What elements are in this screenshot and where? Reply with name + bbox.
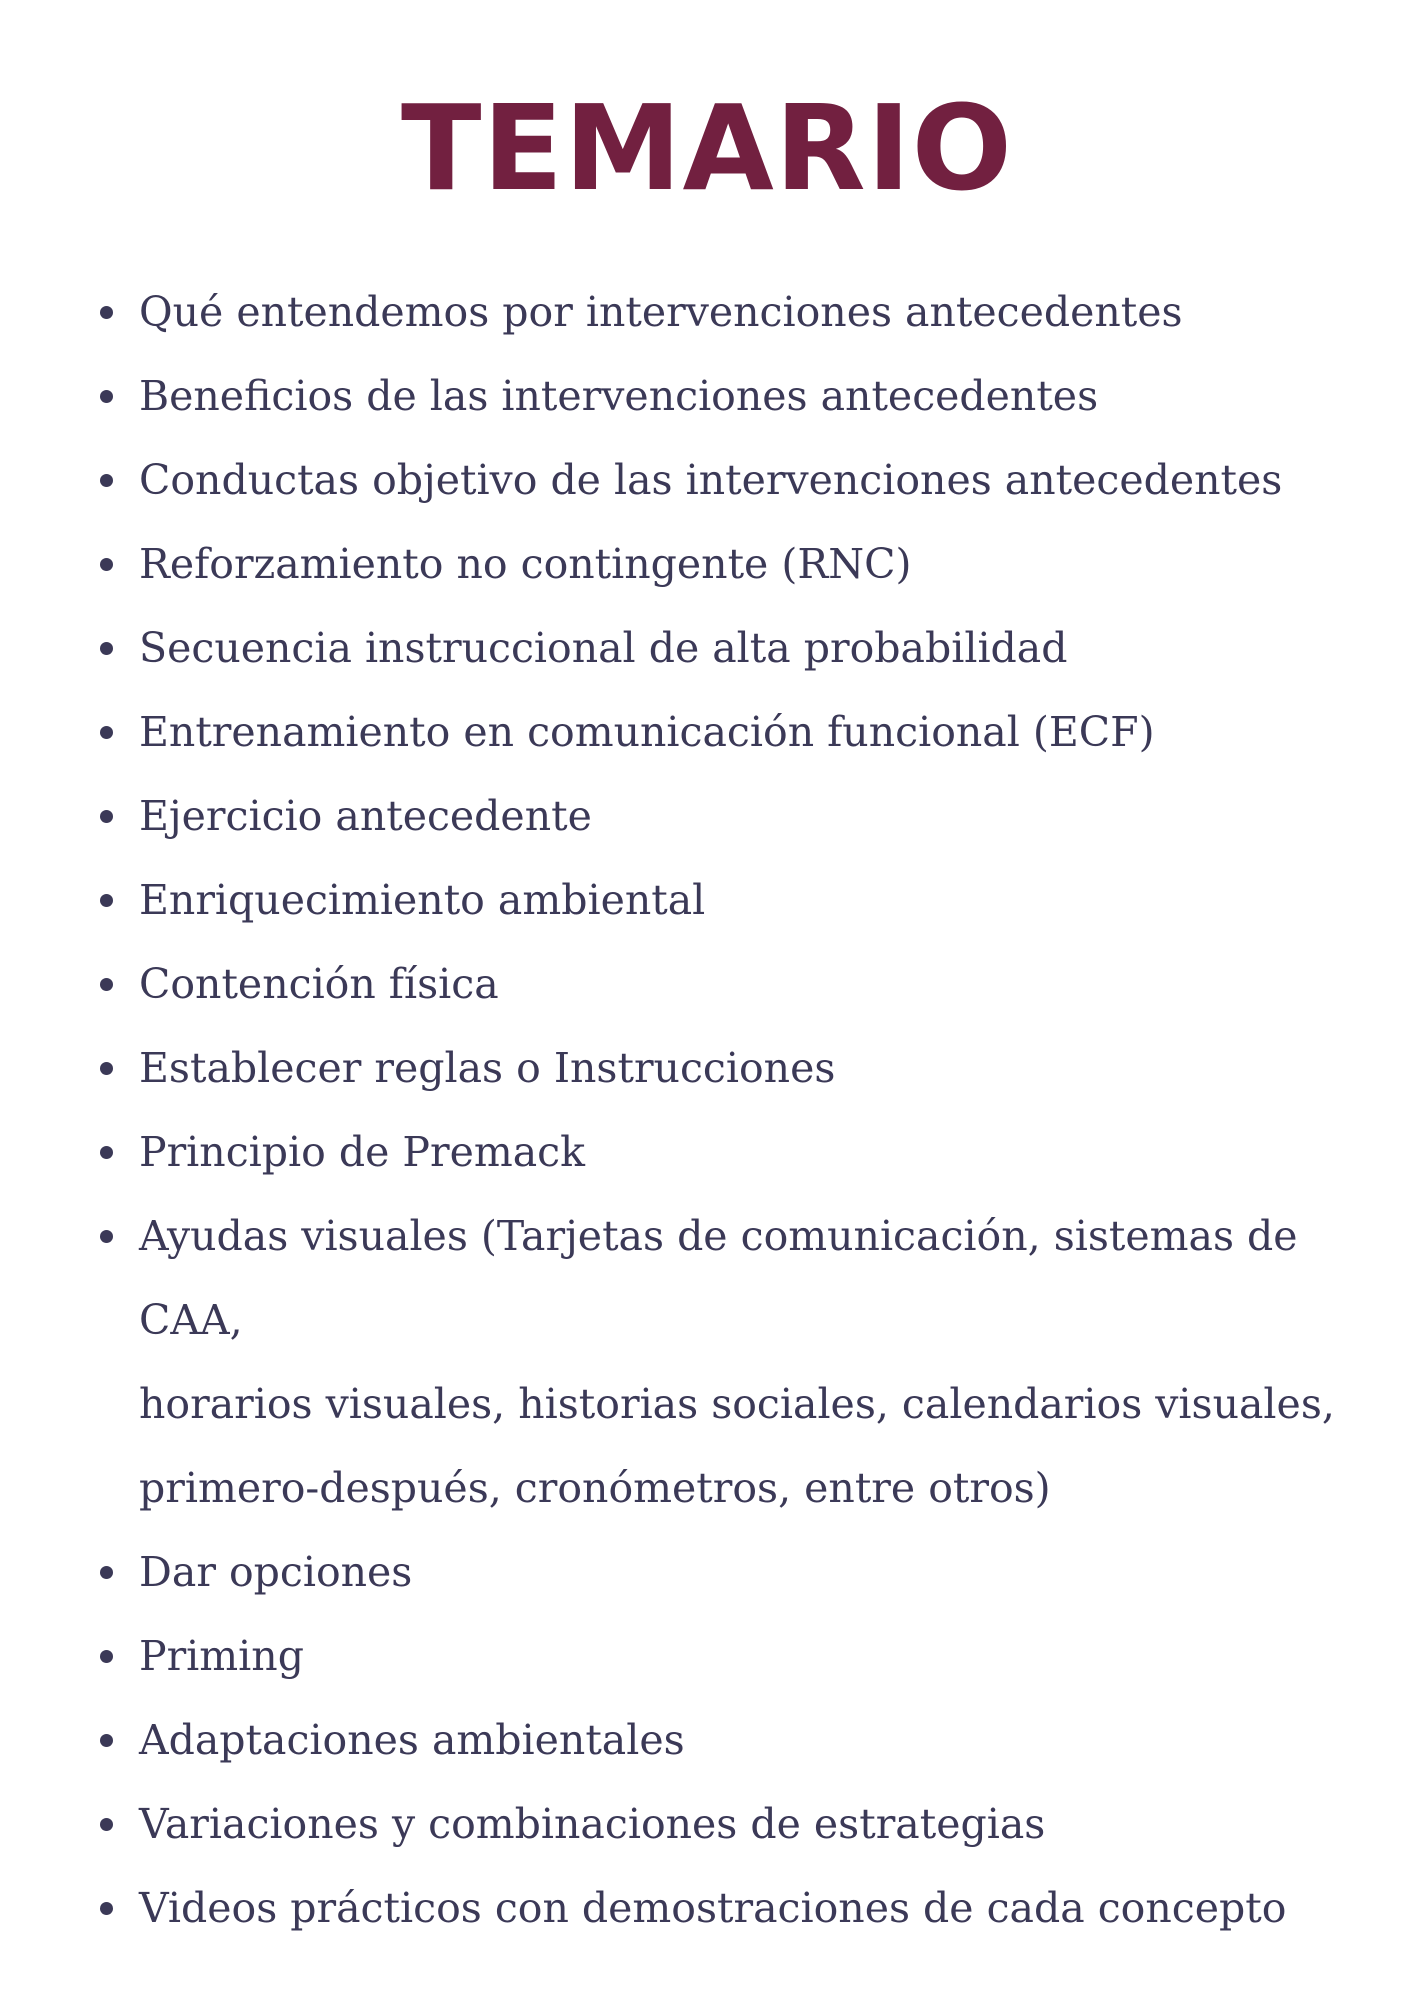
bullet-icon: [100, 1650, 113, 1663]
bullet-icon: [100, 1062, 113, 1075]
list-item-text: Principio de Premack: [139, 1128, 585, 1176]
bullet-icon: [100, 642, 113, 655]
list-item-text: Contención física: [139, 960, 499, 1008]
list-item-text: Variaciones y combinaciones de estrategias: [139, 1800, 1046, 1848]
list-item-text: Videos prácticos con demostraciones de cada concepto: [139, 1884, 1287, 1932]
list-item-text: Reforzamiento no contingente (RNC): [139, 540, 912, 588]
bullet-icon: [100, 810, 113, 823]
list-item-text: Secuencia instruccional de alta probabilidad: [139, 624, 1068, 672]
list-item: [0, 1110, 1414, 1194]
bullet-icon: [100, 726, 113, 739]
list-item-text: Adaptaciones ambientales: [139, 1716, 685, 1764]
list-item-text: Qué entendemos por intervenciones antecedentes: [139, 288, 1183, 336]
bullet-icon: [100, 1818, 113, 1831]
list-item: [0, 606, 1414, 690]
topic-list: [0, 270, 1414, 1950]
list-item-text: horarios visuales, historias sociales, calendarios visuales,: [139, 1380, 1335, 1428]
list-item-text: Ayudas visuales (Tarjetas de comunicación, sistemas de CAA,: [139, 1212, 1298, 1344]
bullet-icon: [100, 1566, 113, 1579]
list-item: [0, 858, 1414, 942]
list-item: [0, 1194, 1414, 1530]
list-item: [0, 354, 1414, 438]
list-item: [0, 1782, 1414, 1866]
list-item: [0, 774, 1414, 858]
list-item: [0, 1866, 1414, 1950]
list-item: [0, 522, 1414, 606]
bullet-icon: [100, 306, 113, 319]
list-item: [0, 1698, 1414, 1782]
list-item: [0, 690, 1414, 774]
list-item: [0, 1530, 1414, 1614]
list-item-text: Ejercicio antecedente: [139, 792, 592, 840]
list-item-text: Dar opciones: [139, 1548, 413, 1596]
list-item: [0, 1614, 1414, 1698]
list-item-text: primero-después, cronómetros, entre otros): [139, 1464, 1051, 1512]
bullet-icon: [100, 894, 113, 907]
bullet-icon: [100, 1230, 113, 1243]
bullet-icon: [100, 1734, 113, 1747]
list-item: [0, 1026, 1414, 1110]
list-item-text: Priming: [139, 1632, 304, 1680]
page-title: TEMARIO: [401, 79, 1013, 217]
bullet-icon: [100, 1146, 113, 1159]
list-item: [0, 942, 1414, 1026]
list-item: [0, 438, 1414, 522]
bullet-icon: [100, 1902, 113, 1915]
bullet-icon: [100, 978, 113, 991]
list-item-text: Conductas objetivo de las intervenciones antecedentes: [139, 456, 1283, 504]
list-item-text: Entrenamiento en comunicación funcional (ECF): [139, 708, 1155, 756]
list-item: [0, 270, 1414, 354]
bullet-icon: [100, 390, 113, 403]
bullet-icon: [100, 558, 113, 571]
list-item-text: Beneficios de las intervenciones antecedentes: [139, 372, 1099, 420]
list-item-text: Establecer reglas o Instrucciones: [139, 1044, 836, 1092]
list-item-text: Enriquecimiento ambiental: [139, 876, 706, 924]
bullet-icon: [100, 474, 113, 487]
